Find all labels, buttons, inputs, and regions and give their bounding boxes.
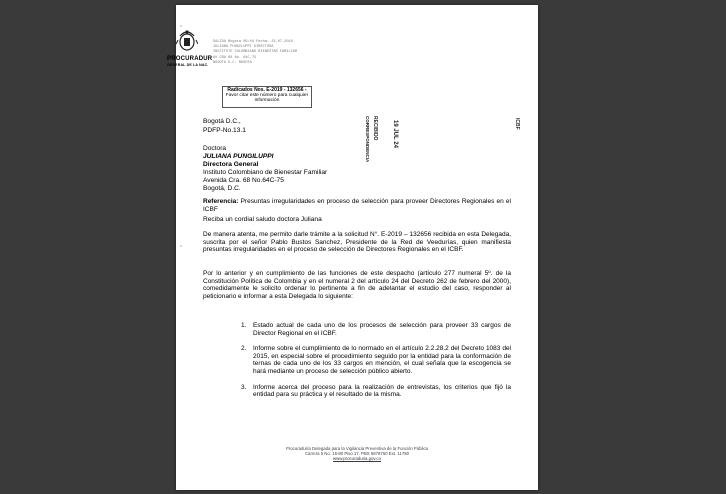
footer: Procuraduría Delegada para la Vigilancia Preventiva de la Función Pública Carrera 5 No. 15-80 Piso 17. PBX 5878750 Ext. 11780 www.procuraduria.gov.co xyxy=(285,446,429,462)
received-stamp-line: RECIBIDO xyxy=(372,116,378,141)
list-item: 3. Informe acerca del proceso para la realización de entrevistas, los criterios que fijó la entidad para su práctica y el resultado de la misma. xyxy=(241,383,511,399)
city-date: Bogotá D.C., xyxy=(203,118,241,125)
coat-of-arms-logo xyxy=(176,28,198,54)
recipient-institution: Instituto Colombiano de Bienestar Familiar xyxy=(203,169,328,176)
list-item: 1. Estado actual de cada uno de los procesos de selección para proveer 33 cargos de Director Regional en el ICBF. xyxy=(241,322,511,337)
list-item: 2. Informe sobre el cumplimiento de lo normado en el artículo 2.2.28.2 del Decreto 1083 del 2015, en especial sobre el procedimiento seguido por la entidad para la conformación de ternas de cada uno de los 33 cargos en mención, el cual señala que la escogencia se hará mediante un proceso de selección público abierto. xyxy=(241,345,511,375)
entity-brand: PROCURADUR GENERAL DE LA NAC. xyxy=(167,56,213,67)
footer-website-link[interactable]: www.procuraduria.gov.co xyxy=(333,456,381,462)
scan-mark xyxy=(180,25,182,27)
body-paragraph: De manera atenta, me permito darle trámite a la solicitud N°. E-2019 – 132656 recibida en esta Delegada, suscrita por el señor Pablo Bustos Sanchez, Presidente de la Red de Veedurías, quien manifiesta presuntas irregularidades en el proceso de selección de Directores Regionales en el ICBF. xyxy=(203,231,511,254)
received-stamp-line: CORRESPONDENCIA xyxy=(365,116,370,163)
recipient-address: Avenida Cra. 68 No.64C-75 xyxy=(203,177,284,184)
recipient-city: Bogotá, D.C. xyxy=(203,185,241,192)
received-stamp-line: 19 JUL 24 xyxy=(392,120,398,148)
scan-mark xyxy=(180,245,182,247)
requests-list xyxy=(235,322,511,407)
recipient-name: JULIANA PUNGILUPPI xyxy=(203,153,274,160)
recipient-title: Doctora xyxy=(203,145,227,152)
reference-code: PDFP-No.13.1 xyxy=(203,127,246,134)
reference-line: Referencia: Presuntas irregularidades en proceso de selección para proveer Directores Regionales en el ICBF xyxy=(203,198,511,213)
recipient-position: Directora General xyxy=(203,161,259,168)
dispatch-stamp: SALIDA Bogota 09:04 Fecha: 23-07-2019 JULIANA PUNGILUPPI DIRECTORA INSTITUTO COLOMBIANO BIENESTAR FAMILIAR AV CRA 68 No. 64C-75 BOGOTA D.C. BOGOTA xyxy=(213,40,298,65)
body-paragraph: Por lo anterior y en cumplimiento de las funciones de este despacho (artículo 277 numeral 5º. de la Constitución Política de Colombia y en el numeral 2 del artículo 24 del Decreto 262 de febrero del 2000), comedidamente le solicito ordenar lo pertinente a fin de adelantar el estudio del caso, responder al peticionario e informar a esta Delegada lo siguiente: xyxy=(203,270,511,300)
received-stamp-line: ICBF xyxy=(514,118,520,130)
radicado-box: Radicados Nos. E-2019 - 132656 - Favor citar este número para cualquier información xyxy=(222,86,312,108)
greeting: Reciba un cordial saludo doctora Juliana xyxy=(203,216,322,223)
